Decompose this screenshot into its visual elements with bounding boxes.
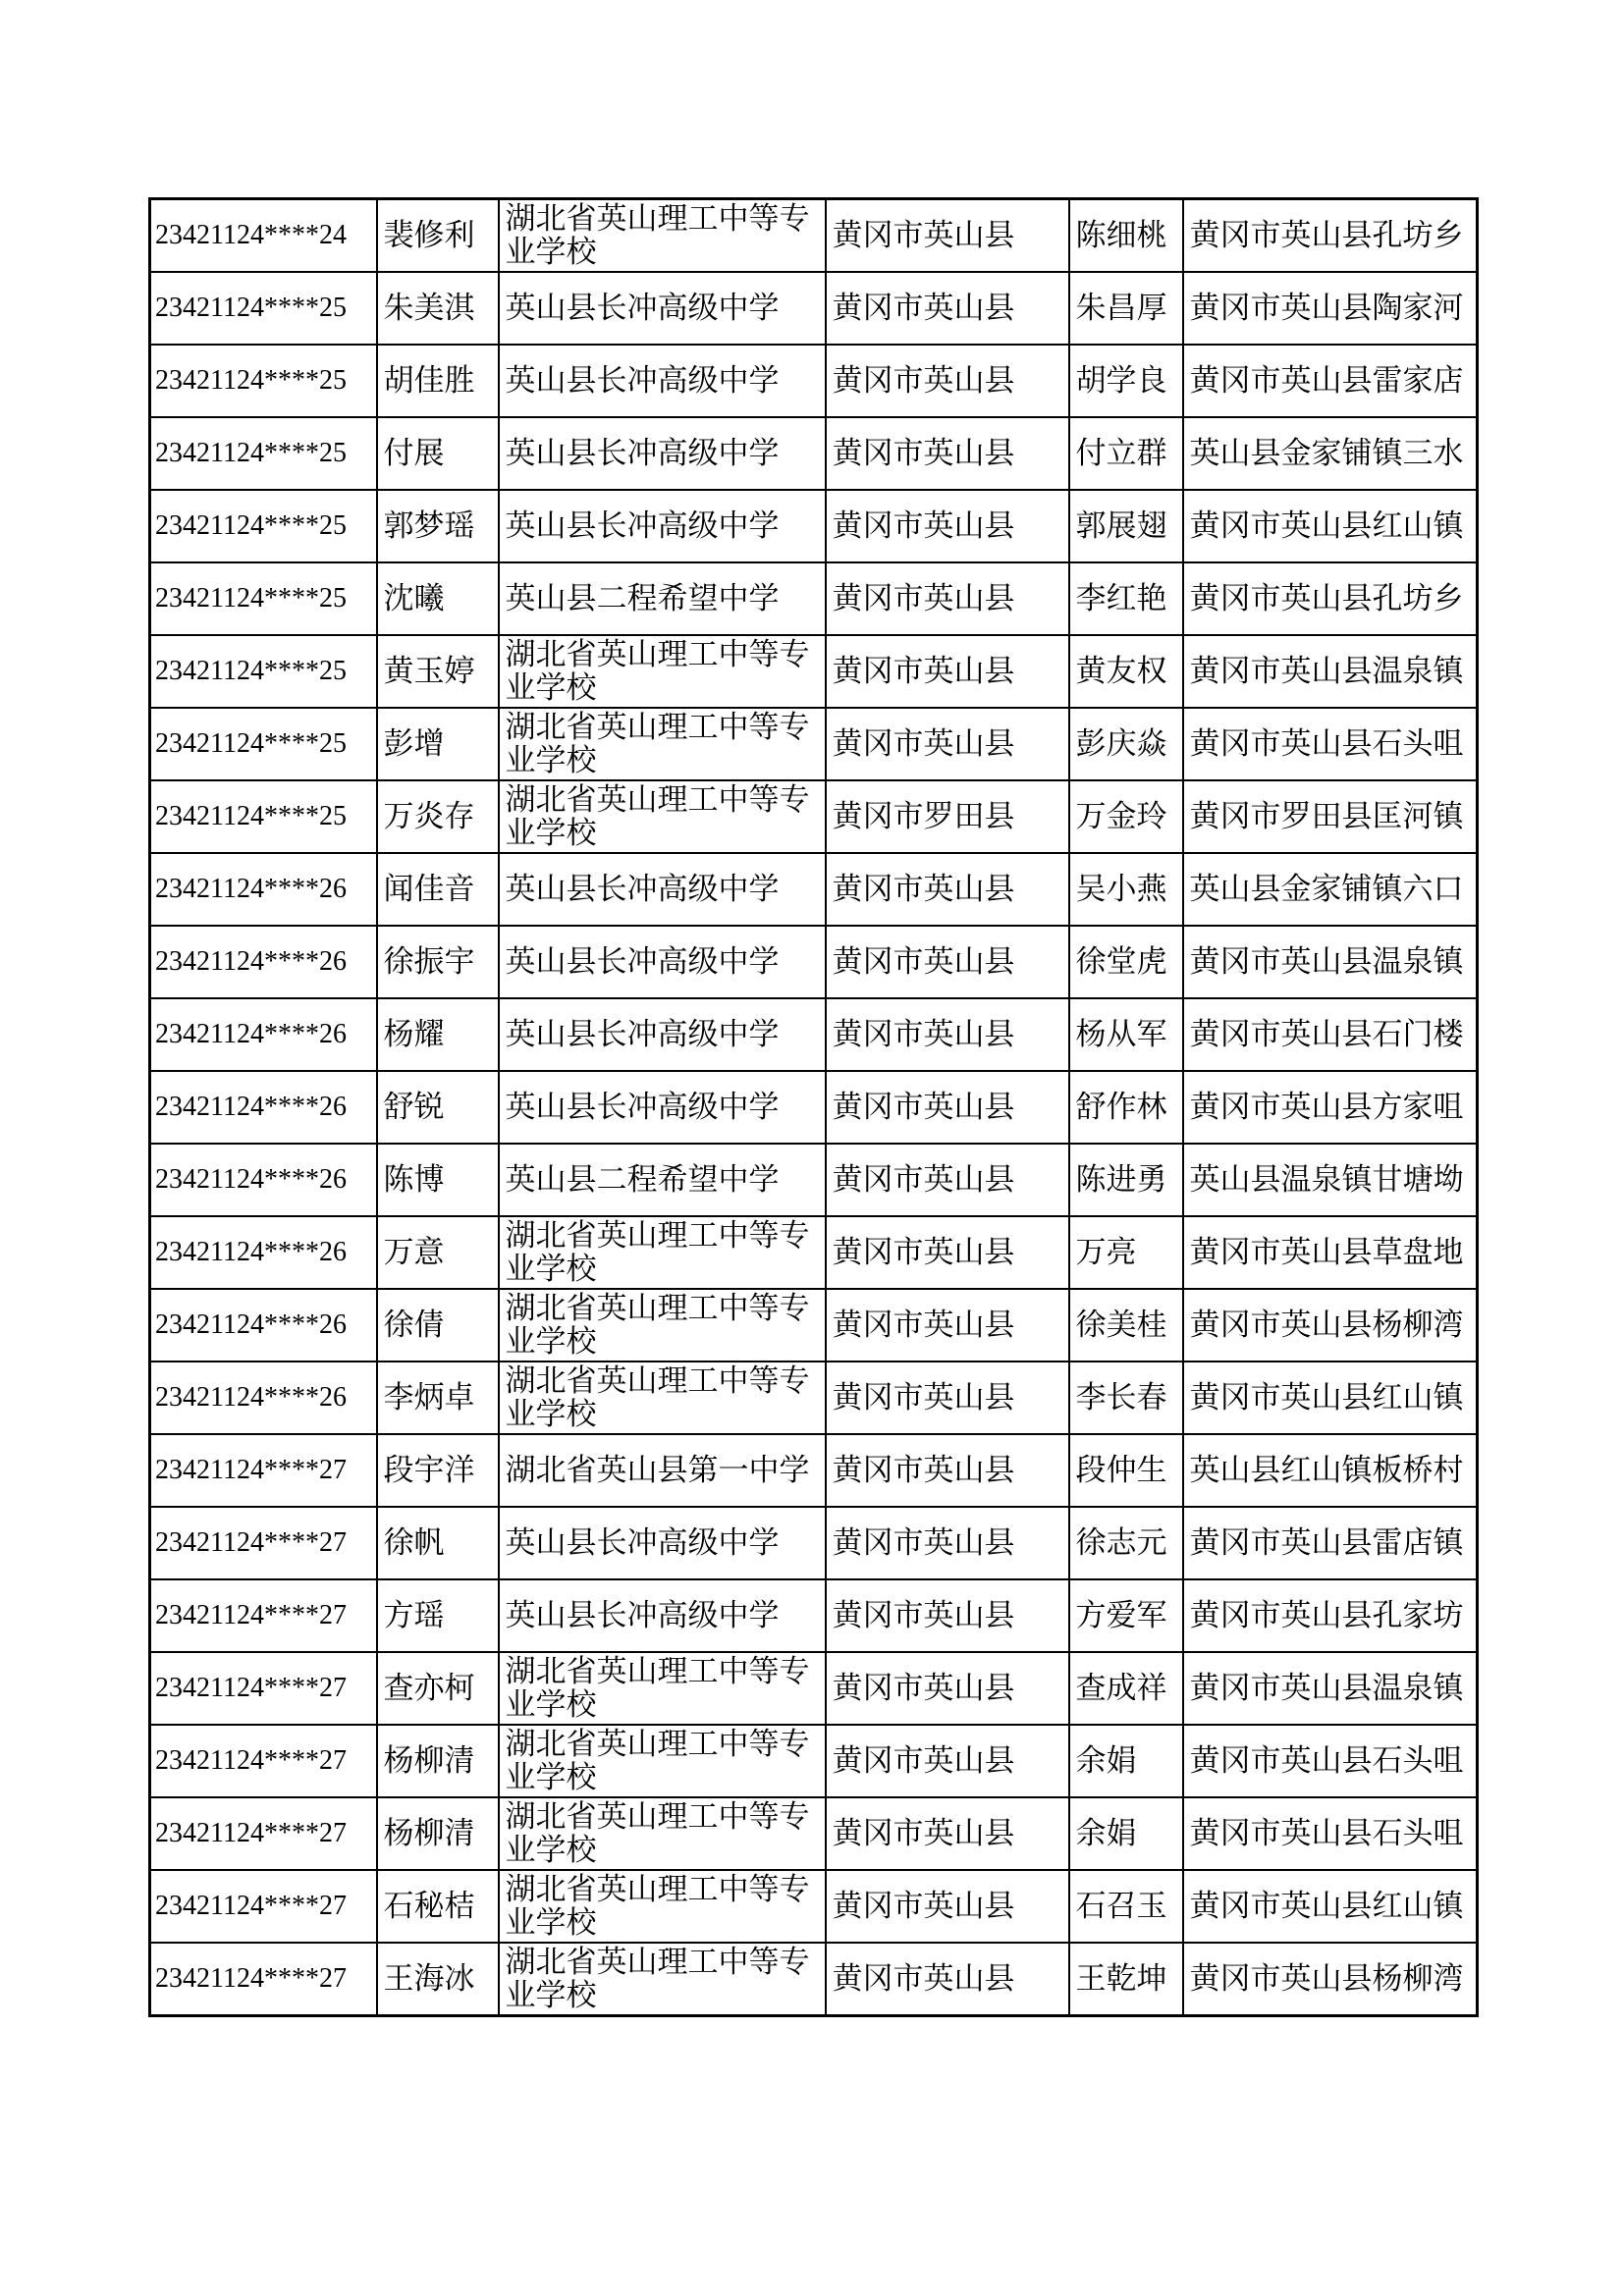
guardian-name-cell: 方爱军	[1069, 1579, 1183, 1652]
address-cell: 黄冈市英山县石头咀	[1183, 1725, 1478, 1797]
school-cell: 英山县长冲高级中学	[499, 417, 826, 490]
table-row	[150, 1943, 1478, 2016]
student-id-cell: 23421124****27	[150, 1725, 377, 1797]
student-id-cell: 23421124****26	[150, 1216, 377, 1289]
student-id-cell: 23421124****27	[150, 1434, 377, 1507]
student-id-cell: 23421124****26	[150, 1071, 377, 1144]
guardian-name-cell: 陈进勇	[1069, 1144, 1183, 1216]
address-cell: 黄冈市英山县孔家坊	[1183, 1579, 1478, 1652]
region-cell: 黄冈市英山县	[826, 1071, 1069, 1144]
student-name-cell: 查亦柯	[377, 1652, 499, 1725]
guardian-name-cell: 黄友权	[1069, 635, 1183, 708]
address-cell: 黄冈市英山县杨柳湾	[1183, 1289, 1478, 1362]
student-name-cell: 方瑶	[377, 1579, 499, 1652]
table-row	[150, 1870, 1478, 1943]
address-cell: 黄冈市英山县雷店镇	[1183, 1507, 1478, 1579]
student-id-cell: 23421124****26	[150, 1289, 377, 1362]
region-cell: 黄冈市英山县	[826, 1434, 1069, 1507]
student-name-cell: 万炎存	[377, 780, 499, 853]
student-name-cell: 舒锐	[377, 1071, 499, 1144]
region-cell: 黄冈市英山县	[826, 1652, 1069, 1725]
guardian-name-cell: 杨从军	[1069, 998, 1183, 1071]
table-row	[150, 1434, 1478, 1507]
guardian-name-cell: 李红艳	[1069, 562, 1183, 635]
table-row	[150, 1652, 1478, 1725]
address-cell: 黄冈市英山县红山镇	[1183, 1870, 1478, 1943]
table-row	[150, 1216, 1478, 1289]
student-name-cell: 闻佳音	[377, 853, 499, 926]
guardian-name-cell: 余娟	[1069, 1797, 1183, 1870]
guardian-name-cell: 吴小燕	[1069, 853, 1183, 926]
table-row	[150, 562, 1478, 635]
address-cell: 黄冈市英山县雷家店	[1183, 345, 1478, 417]
student-id-cell: 23421124****25	[150, 780, 377, 853]
guardian-name-cell: 朱昌厚	[1069, 272, 1183, 345]
student-roster-table	[148, 197, 1479, 2017]
table-row	[150, 780, 1478, 853]
student-name-cell: 付展	[377, 417, 499, 490]
address-cell: 黄冈市英山县红山镇	[1183, 490, 1478, 562]
region-cell: 黄冈市英山县	[826, 1797, 1069, 1870]
guardian-name-cell: 舒作林	[1069, 1071, 1183, 1144]
region-cell: 黄冈市英山县	[826, 1362, 1069, 1434]
guardian-name-cell: 李长春	[1069, 1362, 1183, 1434]
student-id-cell: 23421124****25	[150, 345, 377, 417]
table-row	[150, 1579, 1478, 1652]
guardian-name-cell: 余娟	[1069, 1725, 1183, 1797]
school-cell: 英山县长冲高级中学	[499, 1507, 826, 1579]
table-row	[150, 199, 1478, 273]
guardian-name-cell: 彭庆焱	[1069, 708, 1183, 780]
address-cell: 黄冈市英山县孔坊乡	[1183, 562, 1478, 635]
address-cell: 黄冈市英山县草盘地	[1183, 1216, 1478, 1289]
guardian-name-cell: 徐堂虎	[1069, 926, 1183, 998]
guardian-name-cell: 徐美桂	[1069, 1289, 1183, 1362]
student-name-cell: 李炳卓	[377, 1362, 499, 1434]
school-cell: 湖北省英山理工中等专业学校	[499, 1216, 826, 1289]
address-cell: 英山县金家铺镇六口	[1183, 853, 1478, 926]
student-id-cell: 23421124****25	[150, 635, 377, 708]
student-name-cell: 徐倩	[377, 1289, 499, 1362]
table-row	[150, 1289, 1478, 1362]
student-id-cell: 23421124****24	[150, 199, 377, 273]
school-cell: 湖北省英山理工中等专业学校	[499, 635, 826, 708]
student-id-cell: 23421124****27	[150, 1870, 377, 1943]
guardian-name-cell: 徐志元	[1069, 1507, 1183, 1579]
school-cell: 英山县长冲高级中学	[499, 272, 826, 345]
region-cell: 黄冈市英山县	[826, 1144, 1069, 1216]
region-cell: 黄冈市英山县	[826, 345, 1069, 417]
address-cell: 黄冈市英山县方家咀	[1183, 1071, 1478, 1144]
school-cell: 英山县长冲高级中学	[499, 490, 826, 562]
school-cell: 英山县长冲高级中学	[499, 1071, 826, 1144]
table-row	[150, 853, 1478, 926]
student-name-cell: 黄玉婷	[377, 635, 499, 708]
region-cell: 黄冈市英山县	[826, 1507, 1069, 1579]
region-cell: 黄冈市英山县	[826, 1943, 1069, 2016]
table-row	[150, 1507, 1478, 1579]
student-name-cell: 石秘桔	[377, 1870, 499, 1943]
school-cell: 湖北省英山理工中等专业学校	[499, 1797, 826, 1870]
address-cell: 黄冈市英山县石头咀	[1183, 1797, 1478, 1870]
table-row	[150, 272, 1478, 345]
guardian-name-cell: 万亮	[1069, 1216, 1183, 1289]
school-cell: 湖北省英山理工中等专业学校	[499, 1362, 826, 1434]
school-cell: 英山县二程希望中学	[499, 1144, 826, 1216]
school-cell: 湖北省英山理工中等专业学校	[499, 1870, 826, 1943]
student-id-cell: 23421124****25	[150, 417, 377, 490]
student-name-cell: 陈博	[377, 1144, 499, 1216]
table-row	[150, 998, 1478, 1071]
student-name-cell: 杨柳清	[377, 1797, 499, 1870]
school-cell: 英山县长冲高级中学	[499, 853, 826, 926]
school-cell: 英山县二程希望中学	[499, 562, 826, 635]
region-cell: 黄冈市英山县	[826, 1725, 1069, 1797]
student-name-cell: 裴修利	[377, 199, 499, 273]
school-cell: 英山县长冲高级中学	[499, 998, 826, 1071]
guardian-name-cell: 付立群	[1069, 417, 1183, 490]
guardian-name-cell: 王乾坤	[1069, 1943, 1183, 2016]
region-cell: 黄冈市罗田县	[826, 780, 1069, 853]
roster-body	[150, 199, 1478, 2016]
table-row	[150, 1071, 1478, 1144]
table-row	[150, 1725, 1478, 1797]
school-cell: 英山县长冲高级中学	[499, 926, 826, 998]
table-row	[150, 1797, 1478, 1870]
student-name-cell: 王海冰	[377, 1943, 499, 2016]
address-cell: 黄冈市英山县杨柳湾	[1183, 1943, 1478, 2016]
table-row	[150, 345, 1478, 417]
region-cell: 黄冈市英山县	[826, 1289, 1069, 1362]
region-cell: 黄冈市英山县	[826, 199, 1069, 273]
address-cell: 黄冈市英山县温泉镇	[1183, 1652, 1478, 1725]
student-id-cell: 23421124****25	[150, 708, 377, 780]
student-id-cell: 23421124****25	[150, 490, 377, 562]
region-cell: 黄冈市英山县	[826, 853, 1069, 926]
student-name-cell: 杨耀	[377, 998, 499, 1071]
school-cell: 英山县长冲高级中学	[499, 345, 826, 417]
student-id-cell: 23421124****27	[150, 1579, 377, 1652]
school-cell: 湖北省英山理工中等专业学校	[499, 1725, 826, 1797]
table-row	[150, 926, 1478, 998]
table-row	[150, 1362, 1478, 1434]
table-row	[150, 1144, 1478, 1216]
student-name-cell: 朱美淇	[377, 272, 499, 345]
student-id-cell: 23421124****26	[150, 1362, 377, 1434]
region-cell: 黄冈市英山县	[826, 635, 1069, 708]
address-cell: 黄冈市英山县石门楼	[1183, 998, 1478, 1071]
school-cell: 湖北省英山理工中等专业学校	[499, 708, 826, 780]
student-id-cell: 23421124****26	[150, 998, 377, 1071]
region-cell: 黄冈市英山县	[826, 1579, 1069, 1652]
school-cell: 湖北省英山理工中等专业学校	[499, 780, 826, 853]
guardian-name-cell: 石召玉	[1069, 1870, 1183, 1943]
table-row	[150, 708, 1478, 780]
school-cell: 湖北省英山理工中等专业学校	[499, 1943, 826, 2016]
student-name-cell: 万意	[377, 1216, 499, 1289]
address-cell: 黄冈市英山县石头咀	[1183, 708, 1478, 780]
student-id-cell: 23421124****25	[150, 272, 377, 345]
student-id-cell: 23421124****25	[150, 562, 377, 635]
student-name-cell: 郭梦瑶	[377, 490, 499, 562]
guardian-name-cell: 陈细桃	[1069, 199, 1183, 273]
student-name-cell: 胡佳胜	[377, 345, 499, 417]
school-cell: 湖北省英山理工中等专业学校	[499, 1652, 826, 1725]
address-cell: 英山县金家铺镇三水	[1183, 417, 1478, 490]
region-cell: 黄冈市英山县	[826, 272, 1069, 345]
student-name-cell: 段宇洋	[377, 1434, 499, 1507]
guardian-name-cell: 查成祥	[1069, 1652, 1183, 1725]
region-cell: 黄冈市英山县	[826, 417, 1069, 490]
region-cell: 黄冈市英山县	[826, 490, 1069, 562]
school-cell: 湖北省英山县第一中学	[499, 1434, 826, 1507]
table-row	[150, 635, 1478, 708]
address-cell: 黄冈市英山县温泉镇	[1183, 926, 1478, 998]
student-name-cell: 沈曦	[377, 562, 499, 635]
table-row	[150, 417, 1478, 490]
school-cell: 英山县长冲高级中学	[499, 1579, 826, 1652]
school-cell: 湖北省英山理工中等专业学校	[499, 199, 826, 273]
guardian-name-cell: 胡学良	[1069, 345, 1183, 417]
student-id-cell: 23421124****27	[150, 1943, 377, 2016]
student-name-cell: 徐振宇	[377, 926, 499, 998]
address-cell: 黄冈市英山县红山镇	[1183, 1362, 1478, 1434]
region-cell: 黄冈市英山县	[826, 708, 1069, 780]
student-id-cell: 23421124****27	[150, 1507, 377, 1579]
region-cell: 黄冈市英山县	[826, 1216, 1069, 1289]
student-id-cell: 23421124****26	[150, 1144, 377, 1216]
address-cell: 英山县温泉镇甘塘坳	[1183, 1144, 1478, 1216]
region-cell: 黄冈市英山县	[826, 998, 1069, 1071]
address-cell: 黄冈市罗田县匡河镇	[1183, 780, 1478, 853]
student-name-cell: 徐帆	[377, 1507, 499, 1579]
guardian-name-cell: 郭展翅	[1069, 490, 1183, 562]
guardian-name-cell: 万金玲	[1069, 780, 1183, 853]
guardian-name-cell: 段仲生	[1069, 1434, 1183, 1507]
table-row	[150, 490, 1478, 562]
address-cell: 黄冈市英山县孔坊乡	[1183, 199, 1478, 273]
student-id-cell: 23421124****26	[150, 926, 377, 998]
school-cell: 湖北省英山理工中等专业学校	[499, 1289, 826, 1362]
region-cell: 黄冈市英山县	[826, 562, 1069, 635]
student-id-cell: 23421124****27	[150, 1652, 377, 1725]
address-cell: 英山县红山镇板桥村	[1183, 1434, 1478, 1507]
address-cell: 黄冈市英山县陶家河	[1183, 272, 1478, 345]
student-name-cell: 杨柳清	[377, 1725, 499, 1797]
student-id-cell: 23421124****26	[150, 853, 377, 926]
student-name-cell: 彭增	[377, 708, 499, 780]
address-cell: 黄冈市英山县温泉镇	[1183, 635, 1478, 708]
student-id-cell: 23421124****27	[150, 1797, 377, 1870]
region-cell: 黄冈市英山县	[826, 926, 1069, 998]
region-cell: 黄冈市英山县	[826, 1870, 1069, 1943]
